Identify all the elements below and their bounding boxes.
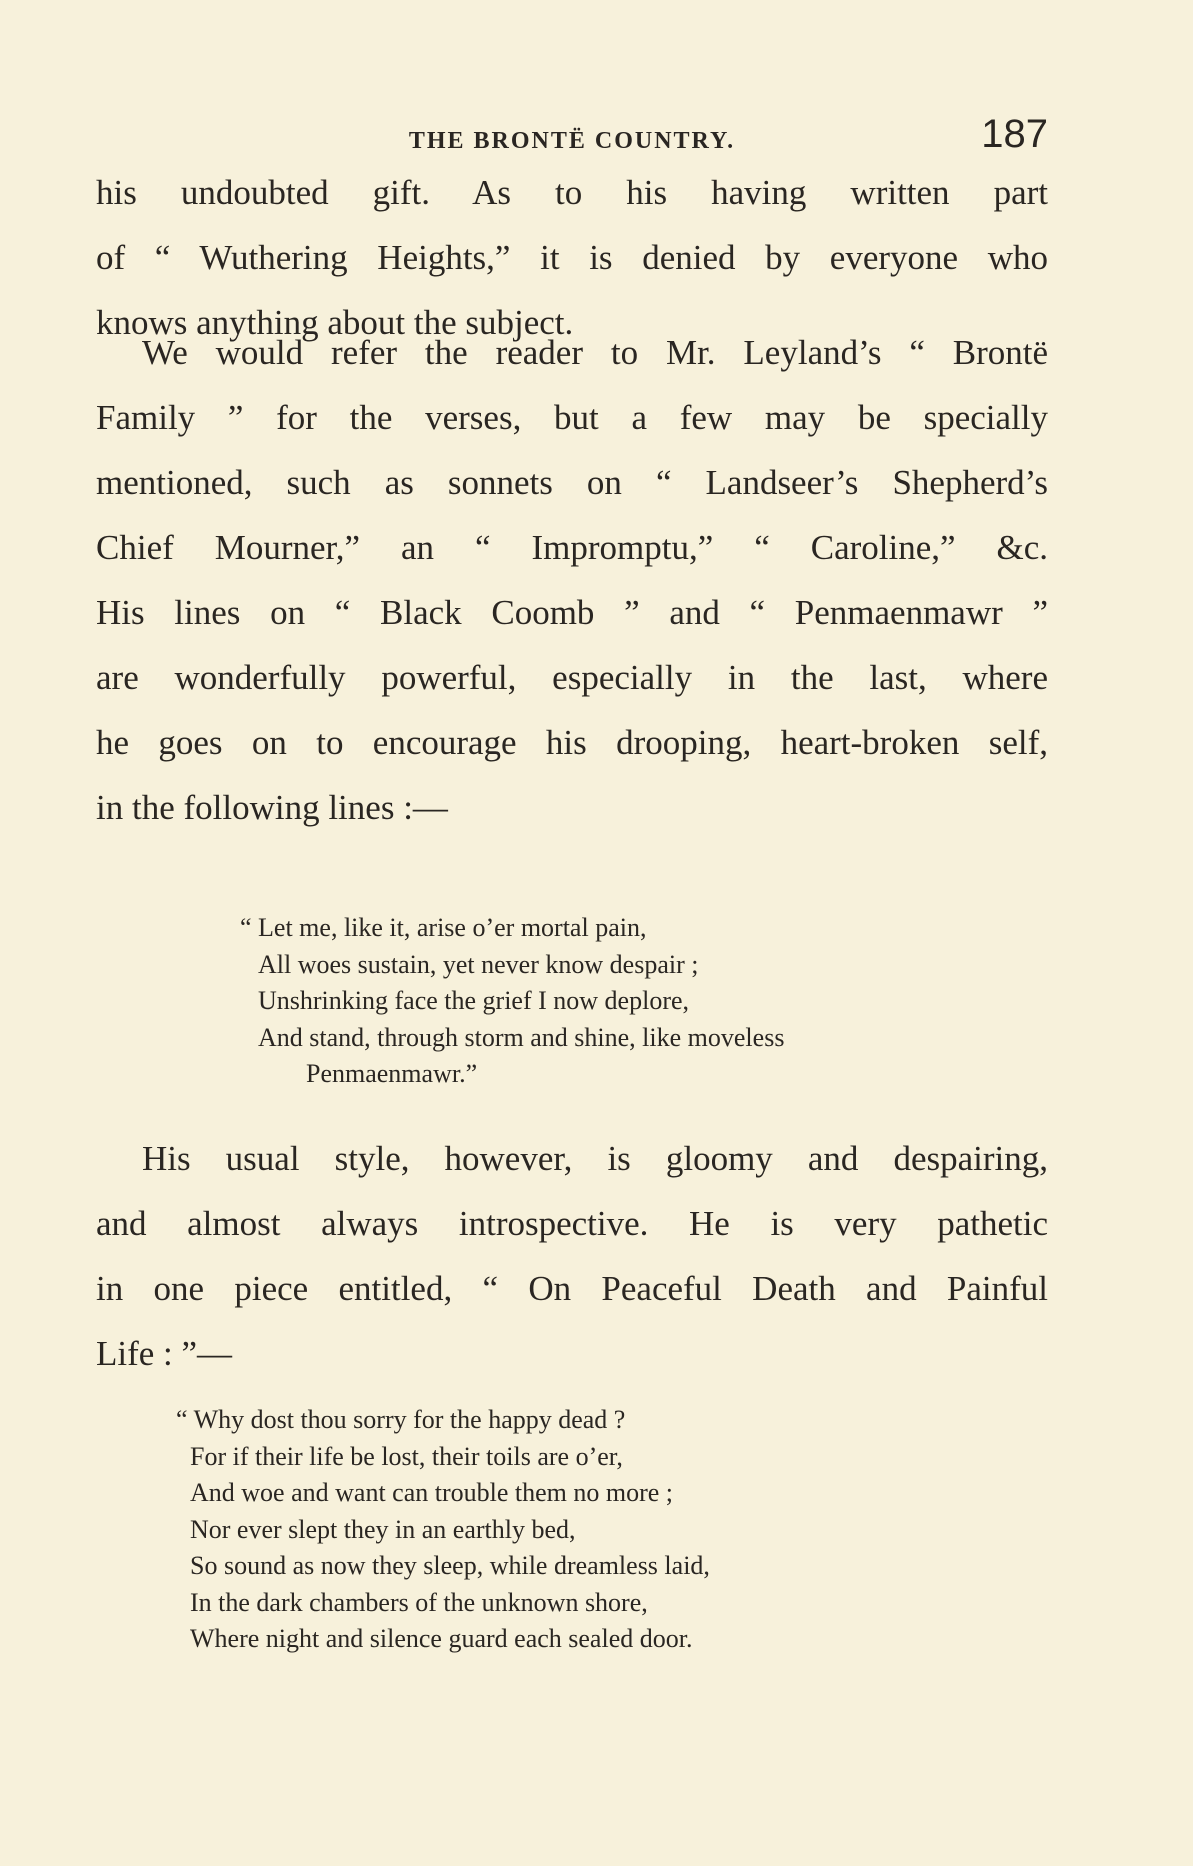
text-line: We would refer the reader to Mr. Leyland’s “ Brontë <box>142 333 1048 372</box>
verse-line: And woe and want can trouble them no more ; <box>190 1478 674 1507</box>
text-line: Life : ”— <box>96 1334 233 1373</box>
paragraph-2 <box>96 320 1048 840</box>
text-line: Family ” for the verses, but a few may be specially <box>96 398 1048 437</box>
text-line: Chief Mourner,” an “ Impromptu,” “ Caroline,” &c. <box>96 528 1048 567</box>
verse-line: “ Let me, like it, arise o’er mortal pain, <box>240 913 647 942</box>
running-title: THE BRONTË COUNTRY. <box>408 128 736 154</box>
verse-quote-1 <box>240 910 784 1093</box>
verse-line: Unshrinking face the grief I now deplore, <box>258 986 690 1015</box>
verse-line: In the dark chambers of the unknown shore, <box>190 1587 648 1617</box>
text-line: knows anything about the subject. <box>96 303 574 342</box>
verse-line: For if their life be lost, their toils are o’er, <box>190 1441 623 1471</box>
verse-line: And stand, through storm and shine, like moveless <box>258 1022 785 1052</box>
verse-line: So sound as now they sleep, while dreamless laid, <box>190 1551 710 1580</box>
paragraph-3 <box>96 1126 1048 1386</box>
text-line: of “ Wuthering Heights,” it is denied by everyone who <box>96 238 1048 277</box>
verse-line: Where night and silence guard each sealed door. <box>190 1624 693 1653</box>
verse-quote-2 <box>176 1402 710 1658</box>
verse-line: Penmaenmawr.” <box>306 1059 478 1088</box>
text-line: His lines on “ Black Coomb ” and “ Penmaenmawr ” <box>96 593 1048 632</box>
text-line: his undoubted gift. As to his having written part <box>96 173 1048 212</box>
verse-line: Nor ever slept they in an earthly bed, <box>190 1514 576 1544</box>
text-line: mentioned, such as sonnets on “ Landseer’s Shepherd’s <box>96 463 1048 502</box>
page-number: 187 <box>981 112 1048 156</box>
text-line: and almost always introspective. He is very pathetic <box>96 1204 1048 1243</box>
text-line: in one piece entitled, “ On Peaceful Death and Painful <box>96 1269 1048 1308</box>
text-line: he goes on to encourage his drooping, heart-broken self, <box>96 723 1048 762</box>
verse-line: “ Why dost thou sorry for the happy dead ? <box>176 1405 626 1434</box>
verse-line: All woes sustain, yet never know despair ; <box>258 949 699 979</box>
text-line: in the following lines :— <box>96 788 448 827</box>
running-head <box>96 112 1048 162</box>
text-line: His usual style, however, is gloomy and despairing, <box>142 1139 1048 1178</box>
text-line: are wonderfully powerful, especially in the last, where <box>96 658 1048 697</box>
